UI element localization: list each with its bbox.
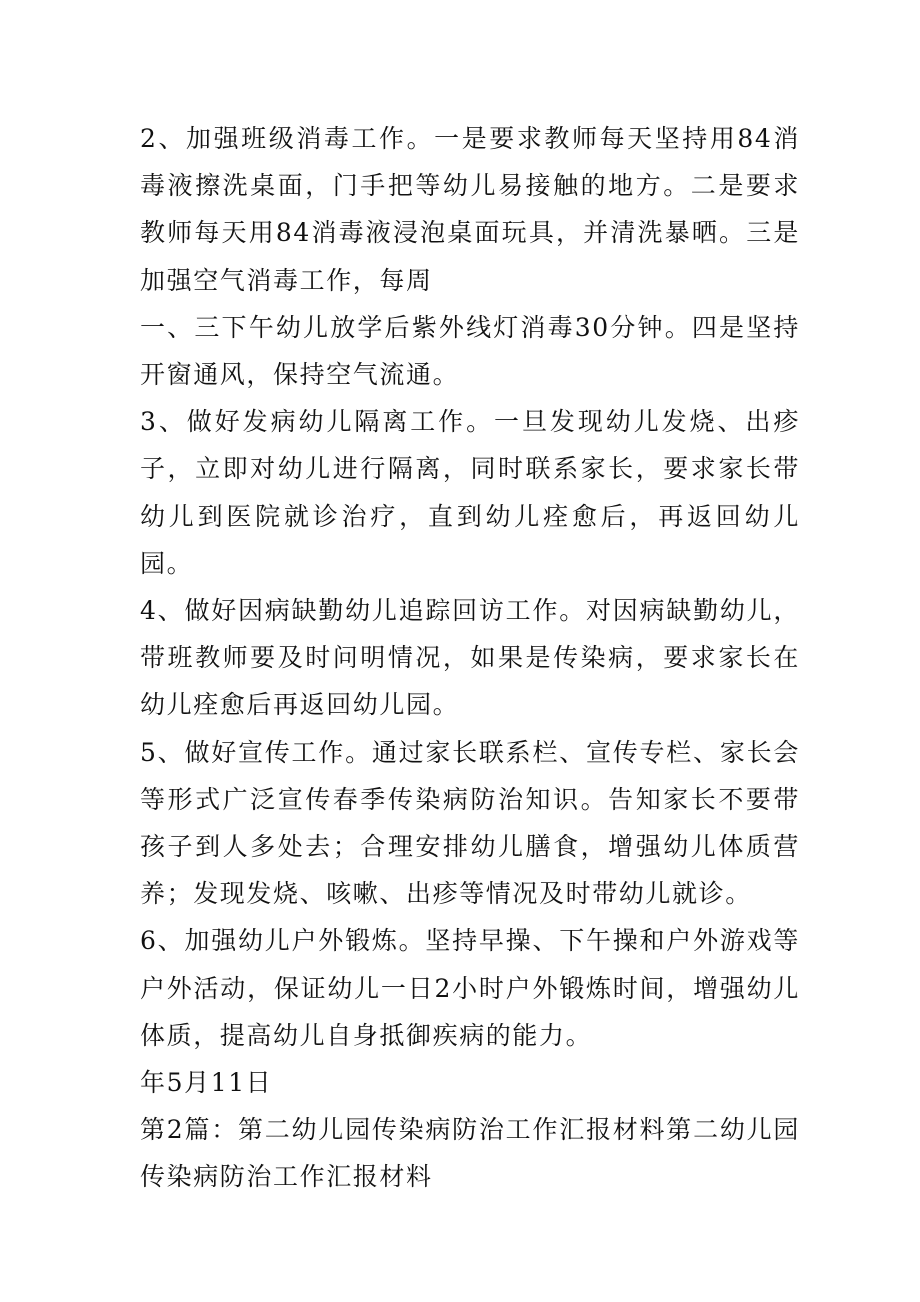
document-body <box>140 115 800 1201</box>
paragraph-disinfection: 2、加强班级消毒工作。一是要求教师每天坚持用84消毒液擦洗桌面，门手把等幼儿易接触的地方。二是要求教师每天用84消毒液浸泡桌面玩具，并清洗暴晒。三是加强空气消毒工作，每周 <box>140 124 800 295</box>
paragraph-publicity: 5、做好宣传工作。通过家长联系栏、宣传专栏、家长会等形式广泛宣传春季传染病防治知识。告知家长不要带孩子到人多处去；合理安排幼儿膳食，增强幼儿体质营养；发现发烧、咳嗽、出疹等情况及时带幼儿就诊。 <box>140 737 800 909</box>
date-line: 年5月11日 <box>140 1068 273 1098</box>
paragraph-outdoor-exercise: 6、加强幼儿户外锻炼。坚持早操、下午操和户外游戏等户外活动，保证幼儿一日2小时户外锻炼时间，增强幼儿体质，提高幼儿自身抵御疾病的能力。 <box>140 926 800 1050</box>
section-heading: 第2篇：第二幼儿园传染病防治工作汇报材料第二幼儿园传染病防治工作汇报材料 <box>140 1115 800 1192</box>
paragraph-absence-followup: 4、做好因病缺勤幼儿追踪回访工作。对因病缺勤幼儿，带班教师要及时问明情况，如果是传染病，要求家长在幼儿痊愈后再返回幼儿园。 <box>140 596 800 720</box>
paragraph-uv-ventilation: 一、三下午幼儿放学后紫外线灯消毒30分钟。四是坚持开窗通风，保持空气流通。 <box>140 312 800 390</box>
paragraph-isolation: 3、做好发病幼儿隔离工作。一旦发现幼儿发烧、出疹子，立即对幼儿进行隔离，同时联系家长，要求家长带幼儿到医院就诊治疗，直到幼儿痊愈后，再返回幼儿园。 <box>140 407 800 578</box>
